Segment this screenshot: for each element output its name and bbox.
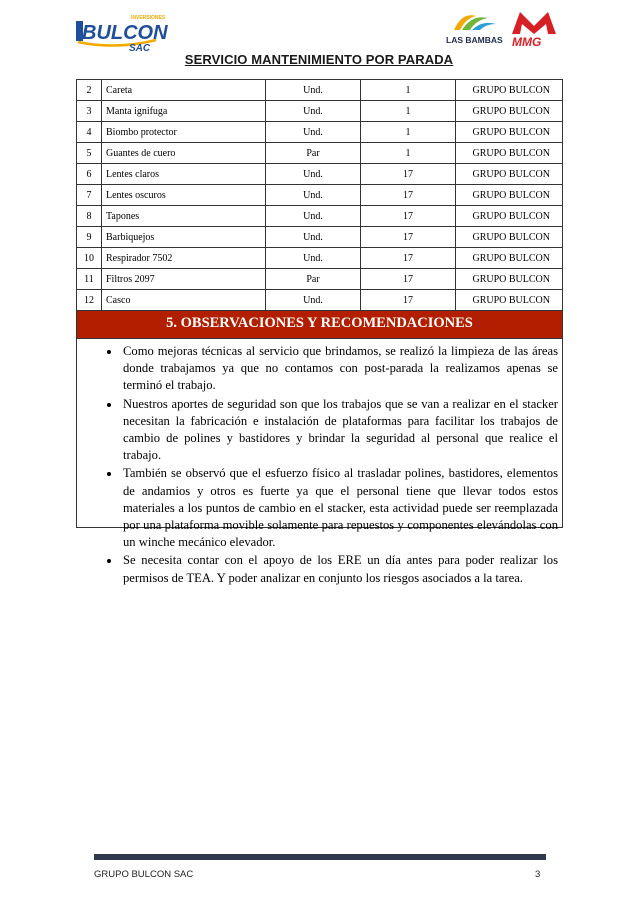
item-description: Careta: [102, 80, 266, 101]
table-row: [77, 122, 563, 143]
item-number: 10: [77, 248, 102, 269]
item-unit: Par: [266, 269, 361, 290]
observation-item: • Nuestros aportes de seguridad son que los trabajos que se van a realizar en el stacker necesitan la fabricación e instalación de plataformas para facilitar los trabajos de cambio de polines y bastidores y brindar la seguridad al personal que realice el trabajo.: [121, 396, 558, 465]
item-number: 8: [77, 206, 102, 227]
item-description: Filtros 2097: [102, 269, 266, 290]
item-number: 6: [77, 164, 102, 185]
mmg-logo: [508, 8, 560, 48]
item-quantity: 17: [361, 164, 456, 185]
item-unit: Und.: [266, 122, 361, 143]
observations-section: [76, 310, 563, 585]
item-description: Casco: [102, 290, 266, 311]
table-row: [77, 227, 563, 248]
las-bambas-logo: [446, 8, 502, 50]
item-responsible: GRUPO BULCON: [456, 269, 563, 290]
item-quantity: 17: [361, 206, 456, 227]
item-description: Lentes claros: [102, 164, 266, 185]
item-number: 3: [77, 101, 102, 122]
observation-item: • Como mejoras técnicas al servicio que brindamos, se realizó la limpieza de las áreas donde trabajamos ya que no contamos con post-parada la realizamos apenas se terminó el trabajo.: [121, 343, 558, 395]
bulcon-logo: [76, 12, 168, 54]
footer-page-number: 3: [535, 869, 541, 880]
table-row: [77, 80, 563, 101]
logo-sub-text: SAC: [129, 43, 151, 54]
item-description: Respirador 7502: [102, 248, 266, 269]
item-responsible: GRUPO BULCON: [456, 164, 563, 185]
mmg-text: MMG: [512, 35, 542, 49]
item-number: 7: [77, 185, 102, 206]
item-quantity: 17: [361, 290, 456, 311]
item-number: 9: [77, 227, 102, 248]
item-unit: Und.: [266, 164, 361, 185]
footer-divider: [94, 854, 546, 860]
item-unit: Und.: [266, 101, 361, 122]
las-bambas-text: LAS BAMBAS: [446, 35, 503, 45]
item-quantity: 1: [361, 80, 456, 101]
observation-item: • También se observó que el esfuerzo físico al trasladar polines, bastidores, elementos de andamios y otros es fuerte ya que el personal tiene que llevar todos estos materiales a los puntos de cambio en el stacker, esta actividad puede ser reemplazada por una plataforma movible solamente para repuestos y componentes elevándolas con un winche mecánico elevador.: [121, 465, 558, 551]
item-unit: Und.: [266, 185, 361, 206]
item-description: Lentes oscuros: [102, 185, 266, 206]
item-responsible: GRUPO BULCON: [456, 248, 563, 269]
observation-item: • Se necesita contar con el apoyo de los ERE un día antes para poder realizar los permisos de TEA. Y poder analizar en conjunto los riesgos asociados a la tarea.: [121, 552, 558, 586]
item-responsible: GRUPO BULCON: [456, 122, 563, 143]
item-responsible: GRUPO BULCON: [456, 101, 563, 122]
item-quantity: 17: [361, 227, 456, 248]
item-responsible: GRUPO BULCON: [456, 227, 563, 248]
items-table: [76, 79, 563, 311]
table-row: [77, 101, 563, 122]
item-unit: Und.: [266, 206, 361, 227]
item-responsible: GRUPO BULCON: [456, 290, 563, 311]
table-row: [77, 143, 563, 164]
item-unit: Und.: [266, 248, 361, 269]
observations-list: [77, 343, 562, 587]
item-quantity: 1: [361, 101, 456, 122]
item-responsible: GRUPO BULCON: [456, 80, 563, 101]
table-row: [77, 164, 563, 185]
item-description: Tapones: [102, 206, 266, 227]
item-quantity: 17: [361, 269, 456, 290]
observations-heading: 5. OBSERVACIONES Y RECOMENDACIONES: [77, 311, 562, 339]
item-number: 5: [77, 143, 102, 164]
table-row: [77, 248, 563, 269]
logo-small-text: INVERSIONES: [131, 15, 166, 21]
item-quantity: 1: [361, 122, 456, 143]
item-description: Barbiquejos: [102, 227, 266, 248]
item-unit: Par: [266, 143, 361, 164]
item-number: 12: [77, 290, 102, 311]
item-quantity: 17: [361, 248, 456, 269]
footer-company: GRUPO BULCON SAC: [94, 869, 194, 880]
item-responsible: GRUPO BULCON: [456, 206, 563, 227]
item-description: Manta ignifuga: [102, 101, 266, 122]
item-description: Biombo protector: [102, 122, 266, 143]
item-quantity: 1: [361, 143, 456, 164]
item-number: 4: [77, 122, 102, 143]
table-row: [77, 269, 563, 290]
item-responsible: GRUPO BULCON: [456, 143, 563, 164]
item-number: 2: [77, 80, 102, 101]
item-unit: Und.: [266, 290, 361, 311]
item-description: Guantes de cuero: [102, 143, 266, 164]
item-unit: Und.: [266, 80, 361, 101]
item-responsible: GRUPO BULCON: [456, 185, 563, 206]
item-unit: Und.: [266, 227, 361, 248]
item-quantity: 17: [361, 185, 456, 206]
table-row: [77, 206, 563, 227]
document-title: SERVICIO MANTENIMIENTO POR PARADA: [184, 52, 454, 67]
table-row: [77, 185, 563, 206]
item-number: 11: [77, 269, 102, 290]
table-row: [77, 290, 563, 311]
logo-main-text: BULCON: [82, 22, 168, 44]
